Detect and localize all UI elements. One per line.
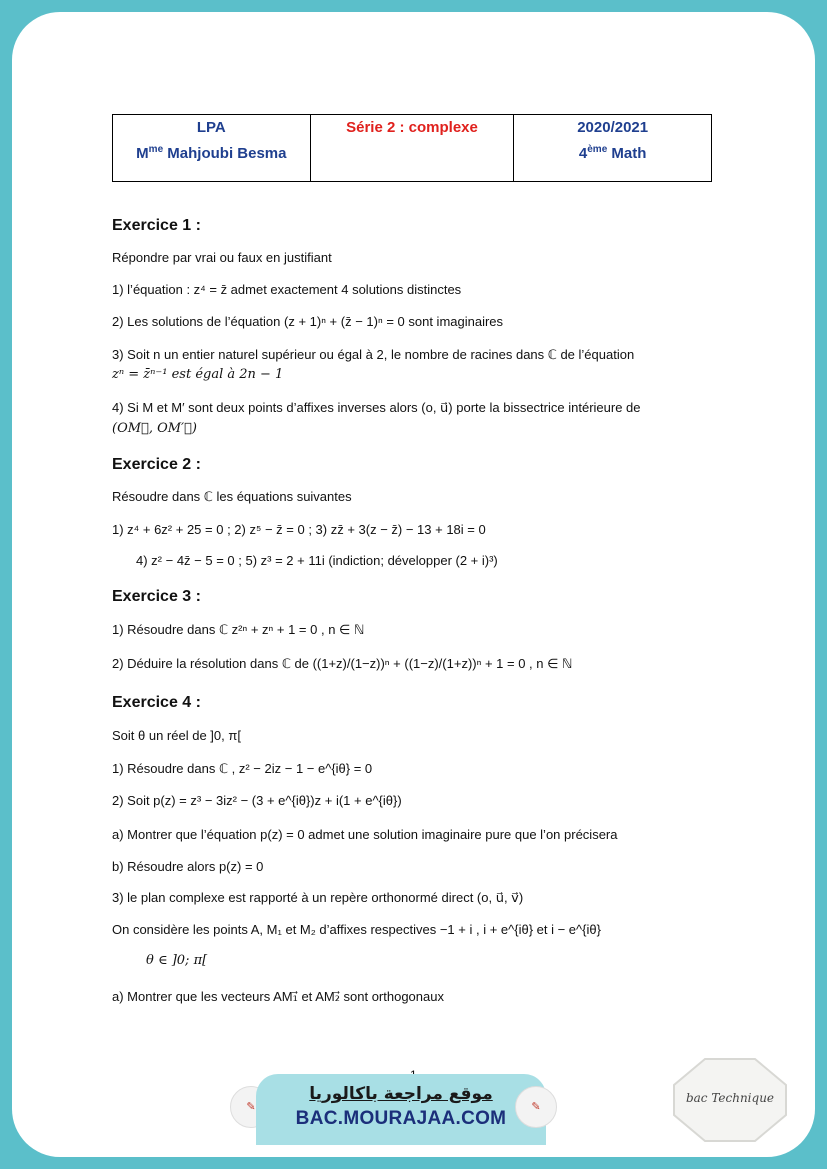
ex4-q2b: b) Résoudre alors p(z) = 0 — [112, 859, 264, 874]
ex3-q2: 2) Déduire la résolution dans ℂ de ((1+z)/(1−z))ⁿ + ((1−z)/(1+z))ⁿ + 1 = 0 , n ∈ ℕ — [112, 656, 573, 671]
site-logo-left-icon: ✎ — [230, 1086, 272, 1128]
ex3-q1: 1) Résoudre dans ℂ z²ⁿ + zⁿ + 1 = 0 , n ∈ ℕ — [112, 622, 365, 637]
ex2-eq-1-3: 1) z⁴ + 6z² + 25 = 0 ; 2) z⁵ − z̄ = 0 ; 3) zz̄ + 3(z − z̄) − 13 + 18i = 0 — [112, 522, 486, 537]
header-table — [112, 114, 712, 182]
badge-text: bac Technique — [685, 1091, 775, 1105]
ex4-q3a: a) Montrer que les vecteurs AM₁⃗ et AM₂⃗ sont orthogonaux — [112, 989, 444, 1004]
ex1-q2: 2) Les solutions de l’équation (z + 1)ⁿ + (z̄ − 1)ⁿ = 0 sont imaginaires — [112, 314, 504, 329]
ex1-q4: 4) Si M et M′ sont deux points d’affixes inverses alors (o, u⃗) porte la bissectrice intérieure de — [112, 400, 641, 415]
exercise-2-title: Exercice 2 : — [112, 456, 201, 473]
class-level: 4ème Math — [578, 144, 647, 162]
document-page — [12, 12, 815, 1157]
ex2-instruction: Résoudre dans ℂ les équations suivantes — [112, 489, 352, 504]
series-title: Série 2 : complexe — [310, 115, 514, 182]
ex4-q2: 2) Soit p(z) = z³ − 3iz² − (3 + e^{iθ})z + i(1 + e^{iθ}) — [112, 793, 402, 808]
exercise-4-title: Exercice 4 : — [112, 694, 201, 711]
header-school-cell — [113, 115, 311, 182]
header-year-cell — [514, 115, 712, 182]
site-banner[interactable] — [256, 1074, 546, 1145]
ex2-eq-4-5: 4) z² − 4z̄ − 5 = 0 ; 5) z³ = 2 + 11i (indiction; développer (2 + i)³) — [136, 553, 498, 568]
school-year: 2020/2021 — [577, 119, 649, 136]
ex1-instruction: Répondre par vrai ou faux en justifiant — [112, 250, 332, 265]
teacher-name: $M^{me}$ Mahjoubi Besma — [136, 144, 287, 162]
ex4-q3: 3) le plan complexe est rapporté à un repère orthonormé direct (o, u⃗, v⃗) — [112, 890, 524, 905]
ex4-points: On considère les points A, M₁ et M₂ d’affixes respectives −1 + i , i + e^{iθ} et i − e^{iθ} — [112, 922, 601, 937]
ex1-q4-cont: (OM⃗, OM′⃗) — [112, 421, 197, 436]
site-arabic-title: موقع مراجعة باكالوريا — [309, 1084, 493, 1104]
bac-technique-badge — [670, 1055, 790, 1145]
ex4-intro: Soit θ un réel de ]0, π[ — [112, 728, 241, 743]
site-url[interactable]: BAC.MOURAJAA.COM — [295, 1108, 507, 1129]
ex1-q3-cont: zⁿ = z̄ⁿ⁻¹ est égal à 2n − 1 — [112, 367, 284, 382]
ex1-q1: 1) l’équation : z⁴ = z̄ admet exactement 4 solutions distinctes — [112, 282, 462, 297]
ex1-q3: 3) Soit n un entier naturel supérieur ou égal à 2, le nombre de racines dans ℂ de l’équation — [112, 347, 635, 362]
exercise-3-title: Exercice 3 : — [112, 588, 201, 605]
ex4-q2a: a) Montrer que l’équation p(z) = 0 admet une solution imaginaire pure que l’on précisera — [112, 827, 618, 842]
exercise-1-title: Exercice 1 : — [112, 217, 201, 234]
site-logo-right-icon: ✎ — [515, 1086, 557, 1128]
ex4-theta-range: θ ∈ ]0; π[ — [146, 953, 208, 968]
school-name: LPA — [196, 119, 226, 136]
ex4-q1: 1) Résoudre dans ℂ , z² − 2iz − 1 − e^{iθ} = 0 — [112, 761, 373, 776]
